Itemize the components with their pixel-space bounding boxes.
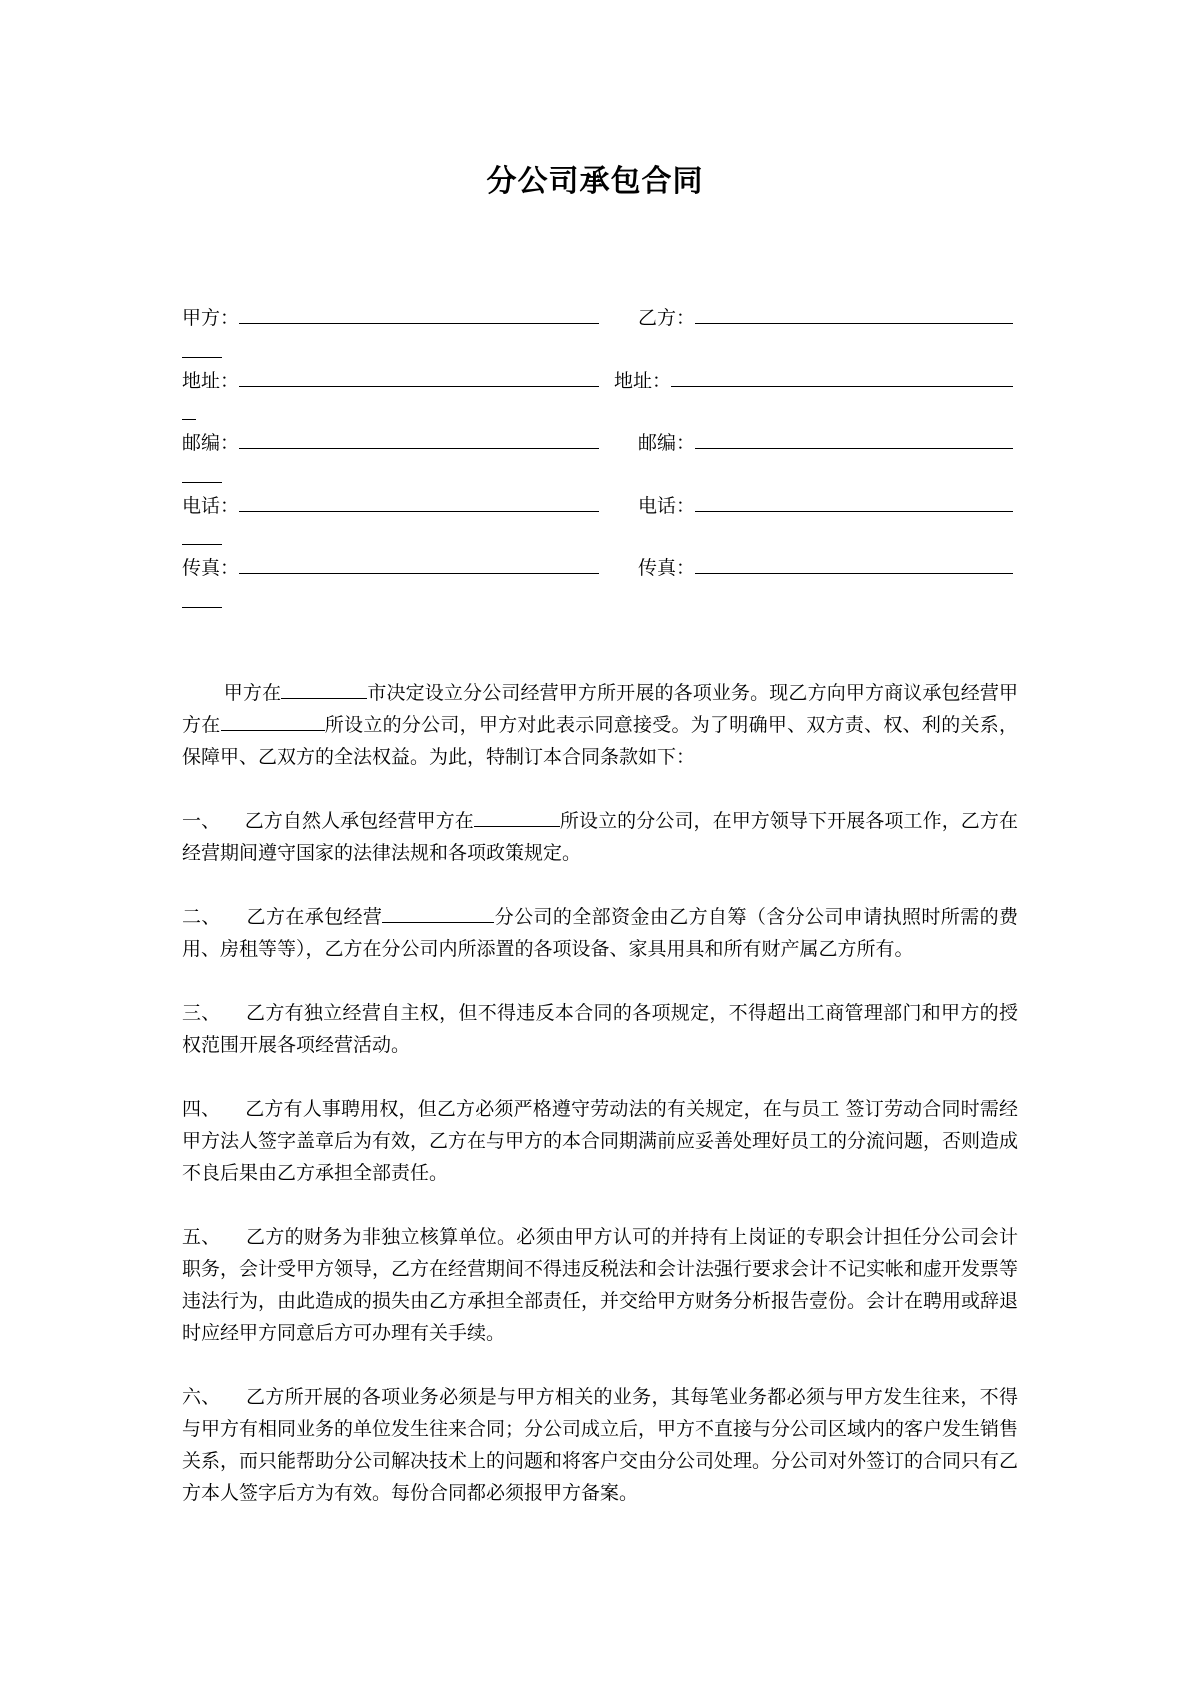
clause-number: 二、 [182,906,221,928]
party-a-postcode-label: 邮编： [182,432,240,454]
party-b-phone-blank [695,491,1013,512]
intro-text-a: 甲方在 [223,682,282,704]
location-blank [474,806,560,827]
party-b-phone-blank-wrap [182,543,222,545]
party-a-field [182,303,599,331]
document-title: 分公司承包合同 [486,164,704,199]
clause-text-b: 所设立的分公司，在甲方领导下开展各项工作，乙方在经营期间遵守国家的法律法规和各项政策规定。 [182,810,1018,864]
party-b-label: 乙方： [638,307,696,329]
clause-number: 六、 [182,1386,221,1408]
party-b-postcode-field [638,428,1013,456]
party-b-field [638,303,1013,331]
party-a-address-field [182,366,599,394]
party-a-phone-field [182,491,599,519]
clause-text: 乙方所开展的各项业务必须是与甲方相关的业务，其每笔业务都必须与甲方发生往来，不得与甲方有相同业务的单位发生往来合同；分公司成立后，甲方不直接与分公司区域内的客户发生销售关系，而只能帮助分公司解决技术上的问题和将客户交由分公司处理。分公司对外签订的合同只有乙方本人签字后方为有效。每份合同都必须报甲方备案。 [182,1386,1019,1504]
clause-text-b: 分公司的全部资金由乙方自筹（含分公司申请执照时所需的费用、房租等等），乙方在分公司内所添置的各项设备、家具用具和所有财产属乙方所有。 [182,906,1018,960]
party-a-fax-blank [239,553,599,574]
party-b-fax-label: 传真： [638,557,696,579]
clause-text-a: 乙方自然人承包经营甲方在 [244,810,474,832]
clause-number: 三、 [182,1002,221,1024]
party-b-address-label: 地址： [614,370,672,392]
branch-name-blank [382,902,494,923]
party-b-address-blank [671,366,1013,387]
party-b-fax-field [638,553,1013,581]
clause-5 [182,1221,1018,1349]
party-a-fax-label: 传真： [182,557,240,579]
party-b-fax-blank-wrap [182,606,222,608]
party-a-blank [239,303,599,324]
clause-text: 乙方有人事聘用权，但乙方必须严格遵守劳动法的有关规定，在与员工 签订劳动合同时需经甲方法人签字盖章后为有效，乙方在与甲方的本合同期满前应妥善处理好员工的分流问题，否则造成不良后果由乙方承担全部责任。 [182,1098,1019,1184]
party-b-postcode-blank-wrap [182,481,222,483]
party-b-blank-wrap [182,356,222,358]
clause-text: 乙方的财务为非独立核算单位。必须由甲方认可的并持有上岗证的专职会计担任分公司会计职务，会计受甲方领导，乙方在经营期间不得违反税法和会计法强行要求会计不记实帐和虚开发票等违法行为，由此造成的损失由乙方承担全部责任，并交给甲方财务分析报告壹份。会计在聘用或辞退时应经甲方同意后方可办理有关手续。 [182,1226,1019,1344]
party-a-address-label: 地址： [182,370,240,392]
party-b-address-field [614,366,1013,394]
party-b-address-blank-wrap [182,418,196,420]
party-b-blank [695,303,1013,324]
clause-text-a: 乙方在承包经营 [246,906,383,928]
intro-text-b: 市决定设立分公司经营甲方所开展的各项业务。现乙方向甲方商议承包经营甲方在 [182,682,1018,736]
clause-2 [182,901,1018,965]
clause-number: 五、 [182,1226,221,1248]
clause-1 [182,805,1018,869]
party-a-label: 甲方： [182,307,240,329]
clause-6 [182,1381,1018,1509]
location-blank [221,710,325,731]
intro-paragraph [182,677,1018,773]
party-b-phone-label: 电话： [638,495,696,517]
party-a-address-blank [239,366,599,387]
contract-body [182,677,1018,1509]
party-a-phone-blank [239,491,599,512]
clause-text: 乙方有独立经营自主权，但不得违反本合同的各项规定，不得超出工商管理部门和甲方的授权范围开展各项经营活动。 [182,1002,1018,1056]
party-a-postcode-blank [239,428,599,449]
clause-3 [182,997,1018,1061]
city-blank [281,678,367,699]
clause-number: 四、 [182,1098,221,1120]
party-a-postcode-field [182,428,599,456]
clause-4 [182,1093,1018,1189]
party-a-phone-label: 电话： [182,495,240,517]
intro-text-c: 所设立的分公司，甲方对此表示同意接受。为了明确甲、双方责、权、利的关系，保障甲、乙双方的全法权益。为此，特制订本合同条款如下： [182,714,1018,768]
clause-number: 一、 [182,810,221,832]
party-a-fax-field [182,553,599,581]
party-b-phone-field [638,491,1013,519]
party-b-fax-blank [695,553,1013,574]
party-b-postcode-blank [695,428,1013,449]
party-b-postcode-label: 邮编： [638,432,696,454]
